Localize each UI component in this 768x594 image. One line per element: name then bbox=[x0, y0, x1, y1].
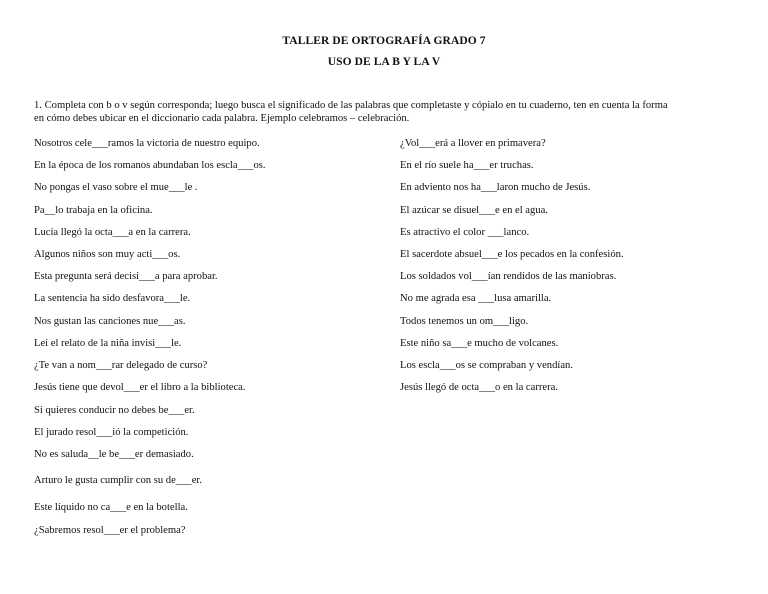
sentence-item: Este niño sa___e mucho de volcanes. bbox=[400, 338, 559, 349]
worksheet-title: TALLER DE ORTOGRAFÍA GRADO 7 bbox=[282, 35, 486, 47]
sentence-item: Algunos niños son muy acti___os. bbox=[34, 249, 181, 260]
sentence-item: El sacerdote absuel___e los pecados en la confesión. bbox=[400, 249, 624, 260]
sentence-item: Jesús tiene que devol___er el libro a la biblioteca. bbox=[34, 382, 246, 393]
sentence-item: Si quieres conducir no debes be___er. bbox=[34, 405, 195, 416]
instruction-line: en cómo debes ubicar en el diccionario cada palabra. Ejemplo celebramos – celebración. bbox=[34, 112, 410, 124]
sentence-item: El jurado resol___ió la competición. bbox=[34, 427, 189, 438]
sentence-item: En la época de los romanos abundaban los escla___os. bbox=[34, 160, 266, 171]
sentence-item: Esta pregunta será decisi___a para aprobar. bbox=[34, 271, 218, 282]
sentence-item: No me agrada esa ___lusa amarilla. bbox=[400, 293, 552, 304]
sentence-item: El azúcar se disuel___e en el agua. bbox=[400, 205, 548, 216]
sentence-item: Pa__lo trabaja en la oficina. bbox=[34, 205, 153, 216]
sentence-item: Leí el relato de la niña invisi___le. bbox=[34, 338, 182, 349]
sentence-item: Nos gustan las canciones nue___as. bbox=[34, 316, 186, 327]
sentence-item: Nosotros cele___ramos la victoria de nuestro equipo. bbox=[34, 138, 260, 149]
sentence-item: En el río suele ha___er truchas. bbox=[400, 160, 534, 171]
sentence-item: ¿Sabremos resol___er el problema? bbox=[34, 525, 186, 536]
exercise-instruction bbox=[34, 100, 739, 125]
worksheet-subtitle: USO DE LA B Y LA V bbox=[327, 56, 441, 68]
sentence-item: En adviento nos ha___laron mucho de Jesús. bbox=[400, 182, 591, 193]
sentence-item: No es saluda__le be___er demasiado. bbox=[34, 449, 194, 460]
sentence-item: No pongas el vaso sobre el mue___le . bbox=[34, 182, 198, 193]
sentence-item: La sentencia ha sido desfavora___le. bbox=[34, 293, 191, 304]
sentence-item: ¿Vol___erá a llover en primavera? bbox=[400, 138, 546, 149]
sentence-item: Los soldados vol___ían rendidos de las maniobras. bbox=[400, 271, 617, 282]
instruction-line: 1. Completa con b o v según corresponda; luego busca el significado de las palabras que completaste y cópialo en tu cuaderno, ten en cuenta la forma bbox=[34, 100, 668, 111]
sentence-item: Es atractivo el color ___lanco. bbox=[400, 227, 530, 238]
sentence-item: ¿Te van a nom___rar delegado de curso? bbox=[34, 360, 208, 371]
sentence-item: Este líquido no ca___e en la botella. bbox=[34, 502, 188, 513]
sentence-item: Los escla___os se compraban y vendían. bbox=[400, 360, 573, 371]
sentence-item: Arturo le gusta cumplir con su de___er. bbox=[34, 475, 202, 486]
sentence-item: Lucía llegó la octa___a en la carrera. bbox=[34, 227, 191, 238]
sentence-item: Todos tenemos un om___ligo. bbox=[400, 316, 529, 327]
sentence-item: Jesús llegó de octa___o en la carrera. bbox=[400, 382, 558, 393]
